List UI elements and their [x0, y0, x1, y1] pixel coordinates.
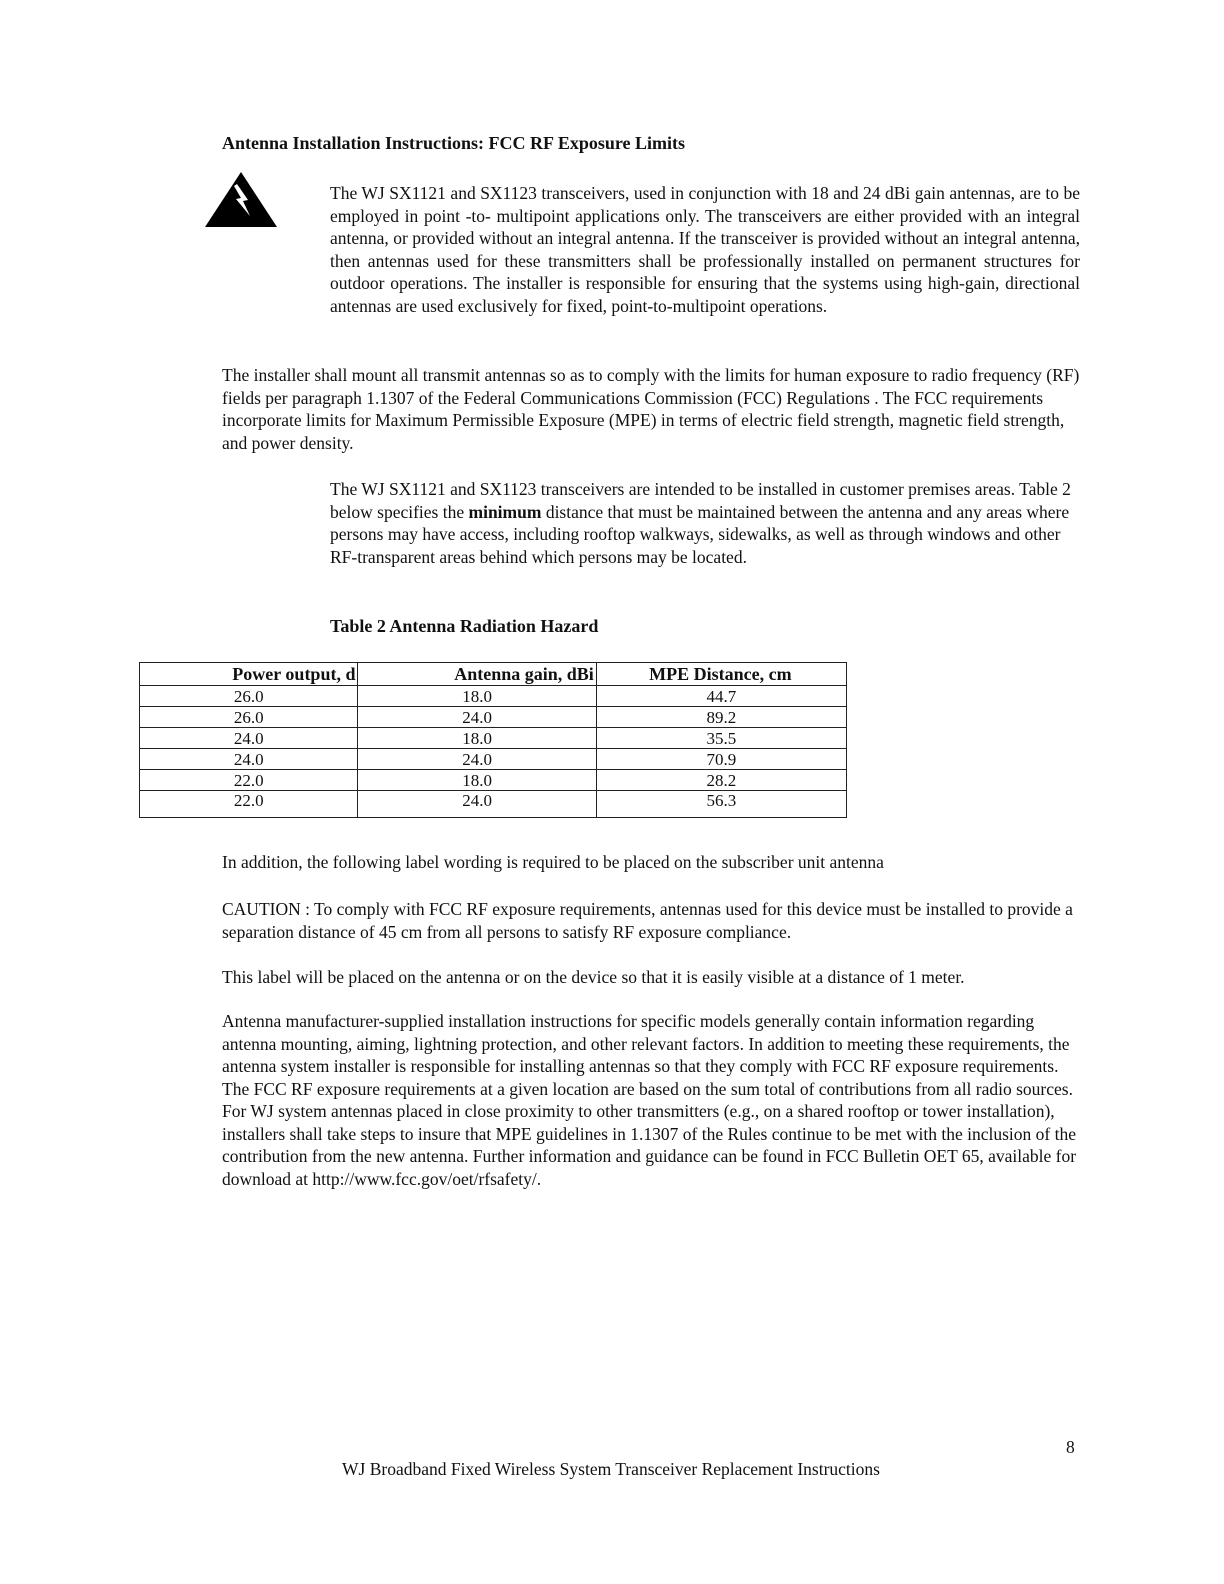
cell-power: 22.0: [140, 770, 358, 791]
table-row: [140, 791, 847, 818]
caution-paragraph: CAUTION : To comply with FCC RF exposure requirements, antennas used for this device must be installed to provide a separation distance of 45 cm from all persons to satisfy RF exposure compliance.: [222, 899, 1073, 942]
cell-distance: 35.5: [596, 728, 846, 749]
table-header-row: [140, 663, 847, 686]
cell-distance: 70.9: [596, 749, 846, 770]
cell-power: 24.0: [140, 728, 358, 749]
premises-paragraph: [330, 478, 1080, 568]
cell-gain: 18.0: [358, 686, 596, 707]
header-power-output: Power output, d: [140, 663, 358, 686]
table-row: [140, 728, 847, 749]
premises-text-before: The WJ SX1121 and SX1123 transceivers are intended to be installed in customer premises areas. Table 2 below specifies the: [330, 479, 1071, 522]
page-number: 8: [1066, 1437, 1075, 1457]
table-caption: Table 2 Antenna Radiation Hazard: [330, 616, 599, 636]
table-row: [140, 749, 847, 770]
section-heading: Antenna Installation Instructions: FCC RF Exposure Limits: [222, 133, 686, 153]
premises-text-after: distance that must be maintained between the antenna and any areas where persons may have access, including rooftop walkways, sidewalks, as well as through windows and other RF-transparent areas behind which persons may be located.: [330, 501, 1070, 567]
manufacturer-paragraph: Antenna manufacturer-supplied installation instructions for specific models generally contain information regarding antenna mounting, aiming, lightning protection, and other relevant factors. In addition to meeting these requirements, the antenna system installer is responsible for installing antennas so that they comply with FCC RF exposure requirements. The FCC RF exposure requirements at a given location are based on the sum total of contributions from all radio sources. For WJ system antennas placed in close proximity to other transmitters (e.g., on a shared rooftop or tower installation), installers shall take steps to insure that MPE guidelines in 1.1307 of the Rules continue to be met with the inclusion of the contribution from the new antenna. Further information and guidance can be found in FCC Bulletin OET 65, available for download at http://www.fcc.gov/oet/rfsafety/.: [222, 1011, 1077, 1189]
warning-triangle-lightning-icon: [204, 172, 278, 228]
cell-gain: 18.0: [358, 770, 596, 791]
cell-distance: 44.7: [596, 686, 846, 707]
footer-title: WJ Broadband Fixed Wireless System Transceiver Replacement Instructions: [342, 1459, 880, 1479]
table-row: [140, 686, 847, 707]
cell-gain: 24.0: [358, 707, 596, 728]
table-row: [140, 707, 847, 728]
mount-paragraph: The installer shall mount all transmit antennas so as to comply with the limits for human exposure to radio frequency (RF) fields per paragraph 1.1307 of the Federal Communications Commission (FCC) Regulations . The FCC requirements incorporate limits for Maximum Permissible Exposure (MPE) in terms of electric field strength, magnetic field strength, and power density.: [222, 365, 1080, 453]
radiation-hazard-table: [139, 662, 847, 818]
cell-power: 26.0: [140, 707, 358, 728]
cell-power: 22.0: [140, 791, 358, 818]
header-mpe-distance: MPE Distance, cm: [596, 663, 846, 686]
intro-paragraph: The WJ SX1121 and SX1123 transceivers, used in conjunction with 18 and 24 dBi gain antennas, are to be employed in point -to- multipoint applications only. The transceivers are either provided with an integral antenna, or provided without an integral antenna. If the transceiver is provided without an integral antenna, then antennas used for these transmitters shall be professionally installed on permanent structures for outdoor operations. The installer is responsible for ensuring that the systems using high-gain, directional antennas are used exclusively for fixed, point-to-multipoint operations.: [330, 183, 1080, 316]
label-paragraph: This label will be placed on the antenna or on the device so that it is easily visible at a distance of 1 meter.: [222, 967, 965, 987]
cell-distance: 28.2: [596, 770, 846, 791]
cell-gain: 18.0: [358, 728, 596, 749]
cell-gain: 24.0: [358, 791, 596, 818]
premises-emphasis: minimum: [468, 501, 542, 522]
cell-power: 26.0: [140, 686, 358, 707]
cell-distance: 89.2: [596, 707, 846, 728]
addition-paragraph: In addition, the following label wording is required to be placed on the subscriber unit antenna: [222, 852, 884, 872]
header-antenna-gain: Antenna gain, dBi: [358, 663, 596, 686]
cell-power: 24.0: [140, 749, 358, 770]
cell-gain: 24.0: [358, 749, 596, 770]
cell-distance: 56.3: [596, 791, 846, 818]
table-row: [140, 770, 847, 791]
